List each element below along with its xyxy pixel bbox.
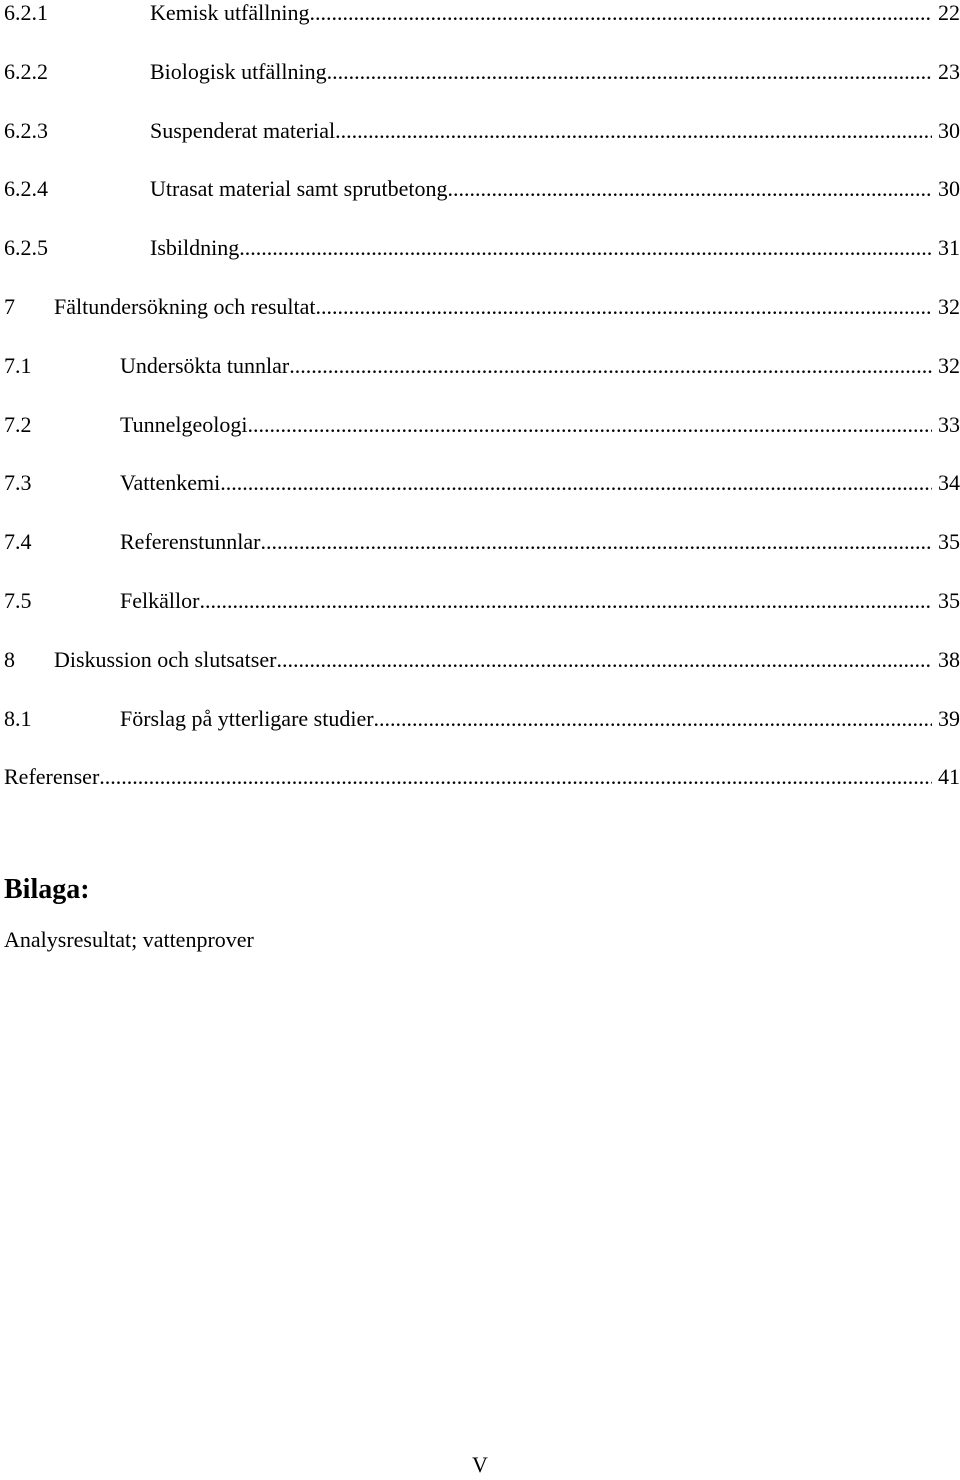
toc-entry[interactable] — [0, 233, 960, 263]
toc-dot-leader — [289, 351, 932, 381]
toc-entry[interactable] — [0, 351, 960, 381]
toc-dot-leader — [309, 0, 932, 28]
toc-entry-page: 41 — [938, 764, 960, 790]
toc-entry-title: Referenstunnlar — [120, 529, 261, 555]
toc-entry-title: Biologisk utfällning — [150, 58, 327, 84]
toc-entry-title: Fältundersökning och resultat — [54, 294, 316, 319]
toc-dot-leader — [239, 233, 932, 263]
toc-entry[interactable] — [0, 527, 960, 557]
toc-dot-leader — [374, 704, 932, 734]
toc-entry-line — [150, 0, 960, 28]
toc-entry-title: Tunnelgeologi — [120, 411, 248, 437]
toc-entry-number: 8 — [4, 646, 15, 672]
toc-entry[interactable] — [0, 704, 960, 734]
toc-dot-leader — [261, 527, 933, 557]
toc-entry-line — [120, 351, 960, 381]
toc-entry-title: Isbildning — [150, 235, 240, 261]
toc-dot-leader — [99, 762, 932, 792]
toc-dot-leader — [248, 410, 932, 440]
toc-entry-title: Vattenkemi — [120, 470, 221, 496]
toc-entry-line — [150, 116, 960, 146]
toc-dot-leader — [335, 116, 932, 146]
toc-dot-leader — [327, 57, 932, 87]
toc-entry-page: 33 — [938, 411, 960, 437]
toc-entry-number: 6.2.2 — [4, 58, 48, 84]
toc-entry[interactable] — [0, 116, 960, 146]
toc-entry-number: 7 — [4, 294, 15, 319]
appendix-heading: Bilaga: — [4, 874, 90, 905]
toc-entry-number: 7.1 — [4, 352, 32, 378]
toc-entry[interactable] — [0, 410, 960, 440]
toc-entry-line — [120, 586, 960, 616]
toc-entry-line — [150, 233, 960, 263]
toc-entry[interactable] — [0, 174, 960, 204]
toc-entry-page: 30 — [938, 176, 960, 202]
toc-entry-page: 22 — [938, 0, 960, 25]
toc-entry-page: 34 — [938, 470, 960, 496]
toc-dot-leader — [199, 586, 932, 616]
toc-dot-leader — [448, 174, 932, 204]
toc-entry-number: 7.2 — [4, 411, 32, 437]
appendix-item: Analysresultat; vattenprover — [4, 927, 254, 952]
toc-entry-line — [120, 527, 960, 557]
toc-entry[interactable] — [0, 762, 960, 792]
toc-entry-title: Felkällor — [120, 588, 200, 613]
toc-dot-leader — [276, 645, 932, 675]
toc-entry-number: 7.3 — [4, 470, 32, 496]
toc-entry-title: Förslag på ytterligare studier — [120, 705, 374, 731]
toc-entry-page: 39 — [938, 705, 960, 731]
toc-entry-title: Referenser — [4, 764, 100, 790]
toc-entry-number: 6.2.5 — [4, 235, 48, 261]
toc-entry-line — [150, 174, 960, 204]
toc-entry-title: Undersökta tunnlar — [120, 352, 290, 378]
toc-entry-line — [120, 468, 960, 498]
toc-entry-line — [120, 410, 960, 440]
toc-entry-number: 8.1 — [4, 705, 32, 731]
toc-entry-number: 7.4 — [4, 529, 32, 555]
toc-entry-page: 32 — [938, 294, 960, 319]
toc-entry-line — [150, 57, 960, 87]
toc-entry-line — [4, 762, 960, 792]
toc-entry-title: Diskussion och slutsatser — [54, 646, 277, 672]
toc-entry-page: 31 — [938, 235, 960, 261]
toc-dot-leader — [220, 468, 932, 498]
toc-entry[interactable] — [0, 57, 960, 87]
toc-entry-page: 32 — [938, 352, 960, 378]
toc-entry-page: 38 — [938, 646, 960, 672]
toc-entry-page: 23 — [938, 58, 960, 84]
toc-entry-page: 35 — [938, 588, 960, 613]
toc-entry[interactable] — [0, 292, 960, 322]
toc-entry-line — [54, 292, 960, 322]
toc-entry-title: Suspenderat material — [150, 117, 336, 143]
toc-entry-page: 35 — [938, 529, 960, 555]
toc-entry[interactable] — [0, 0, 960, 28]
toc-entry-number: 6.2.4 — [4, 176, 48, 202]
page-number: V — [472, 1452, 488, 1477]
toc-dot-leader — [316, 292, 932, 322]
toc-entry-page: 30 — [938, 117, 960, 143]
toc-entry[interactable] — [0, 645, 960, 675]
toc-entry-number: 7.5 — [4, 588, 32, 613]
toc-entry-line — [54, 645, 960, 675]
toc-entry[interactable] — [0, 586, 960, 616]
toc-entry-number: 6.2.3 — [4, 117, 48, 143]
toc-entry[interactable] — [0, 468, 960, 498]
toc-entry-title: Kemisk utfällning — [150, 0, 310, 25]
toc-entry-line — [120, 704, 960, 734]
toc-entry-title: Utrasat material samt sprutbetong — [150, 176, 448, 202]
toc-entry-number: 6.2.1 — [4, 0, 48, 25]
